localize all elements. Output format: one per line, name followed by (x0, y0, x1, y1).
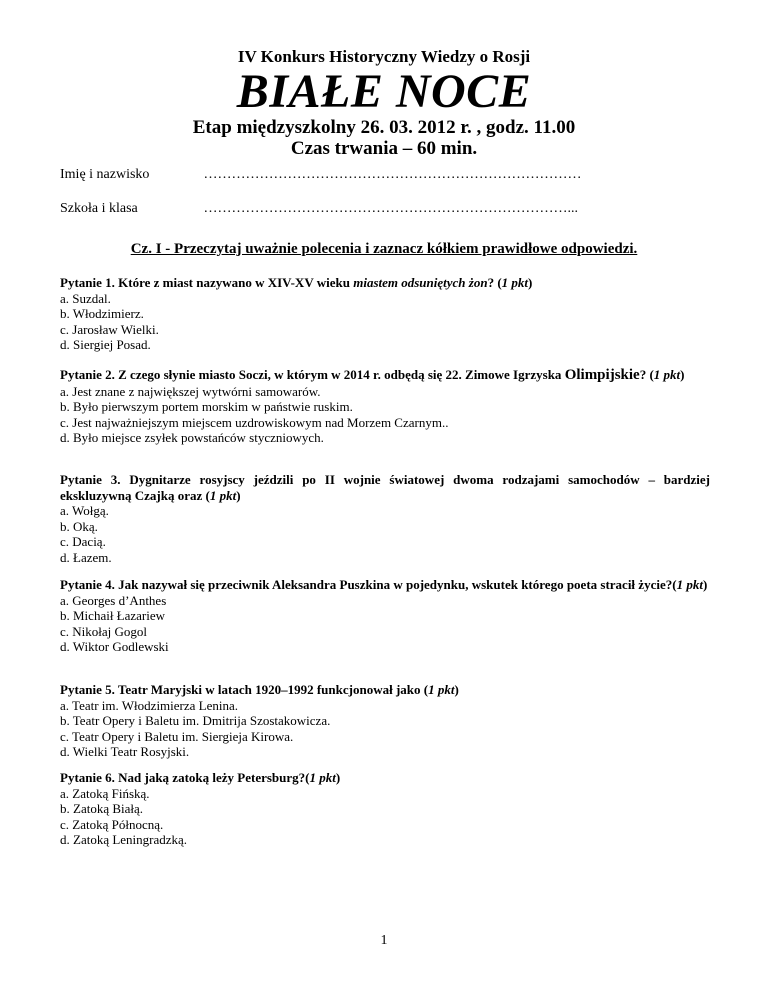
answer-option[interactable]: d. Siergiej Posad. (60, 337, 151, 352)
question-text: Pytanie 2. Z czego słynie miasto Soczi, w którym w 2014 r. odbędą się 22. Zimowe Igrzyska Olimpijskie? (1 pkt) (60, 367, 685, 383)
answer-option[interactable]: a. Suzdal. (60, 290, 111, 306)
answer-option[interactable]: b. Włodzimierz. (60, 306, 144, 321)
answer-option[interactable]: a. Wołgą. (60, 503, 109, 518)
part-title: Cz. I - Przeczytaj uważnie polecenia i zaznacz kółkiem prawidłowe odpowiedzi. (130, 241, 638, 257)
school-label: Szkoła i klasa (60, 201, 138, 216)
answer-option[interactable]: d. Było miejsce zsyłek powstańców styczniowych. (60, 430, 324, 445)
name-label: Imię i nazwisko (60, 167, 150, 182)
answer-option[interactable]: c. Jarosław Wielki. (60, 321, 159, 337)
name-field[interactable] (60, 167, 582, 183)
answer-option[interactable]: d. Łazem. (60, 549, 112, 565)
stage-info: Etap międzyszkolny 26. 03. 2012 r. , godz. 11.00 (192, 117, 576, 138)
answer-option[interactable]: a. Zatoką Fińską. (60, 785, 150, 801)
name-dots: ……………………………………………………………………… (203, 167, 582, 182)
question-text: Pytanie 5. Teatr Maryjski w latach 1920–1992 funkcjonował jako (1 pkt) (60, 682, 459, 697)
answer-option[interactable]: c. Teatr Opery i Baletu im. Siergieja Kirowa. (60, 728, 294, 744)
question-text: Pytanie 4. Jak nazywał się przeciwnik Aleksandra Puszkina w pojedynku, wskutek którego poeta stracił życie?(1 pkt) (60, 577, 708, 592)
school-field[interactable] (60, 201, 578, 217)
answer-option[interactable]: b. Zatoką Białą. (60, 801, 144, 816)
answer-option[interactable]: a. Georges d’Anthes (60, 592, 167, 608)
question-1 (60, 275, 710, 353)
question-5 (60, 682, 710, 760)
contest-title: BIAŁE NOCE (236, 65, 532, 118)
answer-option[interactable]: b. Oką. (60, 518, 98, 534)
answer-option[interactable]: c. Jest najważniejszym miejscem uzdrowiskowym nad Morzem Czarnym.. (60, 414, 449, 430)
answer-option[interactable]: a. Jest znane z największej wytwórni samowarów. (60, 383, 321, 399)
answer-option[interactable]: b. Teatr Opery i Baletu im. Dmitrija Szostakowicza. (60, 713, 331, 728)
answer-option[interactable]: d. Zatoką Leningradzką. (60, 832, 188, 847)
question-text: Pytanie 3. Dygnitarze rosyjscy jeździli po II wojnie światowej dwoma rodzajami samochodów – bardziej ekskluzywną Czajką oraz (1 pkt) (60, 472, 710, 503)
answer-option[interactable]: c. Dacią. (60, 534, 106, 549)
question-6 (60, 770, 710, 848)
answer-option[interactable]: c. Nikołaj Gogol (60, 623, 148, 639)
answer-option[interactable]: d. Wiktor Godlewski (60, 639, 169, 654)
answer-option[interactable]: b. Było pierwszym portem morskim w państwie ruskim. (60, 399, 353, 414)
answer-option[interactable]: b. Michaił Łazariew (60, 608, 166, 623)
answer-option[interactable]: c. Zatoką Północną. (60, 816, 164, 832)
school-dots: ……………………………………………………………………... (203, 201, 578, 216)
page-number: 1 (380, 933, 388, 948)
duration-info: Czas trwania – 60 min. (290, 138, 478, 159)
answer-option[interactable]: d. Wielki Teatr Rosyjski. (60, 744, 190, 759)
answer-option[interactable]: a. Teatr im. Włodzimierza Lenina. (60, 697, 239, 713)
question-4 (60, 577, 710, 655)
contest-name: IV Konkurs Historyczny Wiedzy o Rosji (237, 47, 531, 66)
question-2 (60, 367, 710, 446)
question-text: Pytanie 6. Nad jaką zatoką leży Petersburg?(1 pkt) (60, 770, 341, 785)
question-3 (60, 472, 710, 565)
question-text: Pytanie 1. Które z miast nazywano w XIV-XV wieku miastem odsuniętych żon? (1 pkt) (60, 275, 533, 290)
